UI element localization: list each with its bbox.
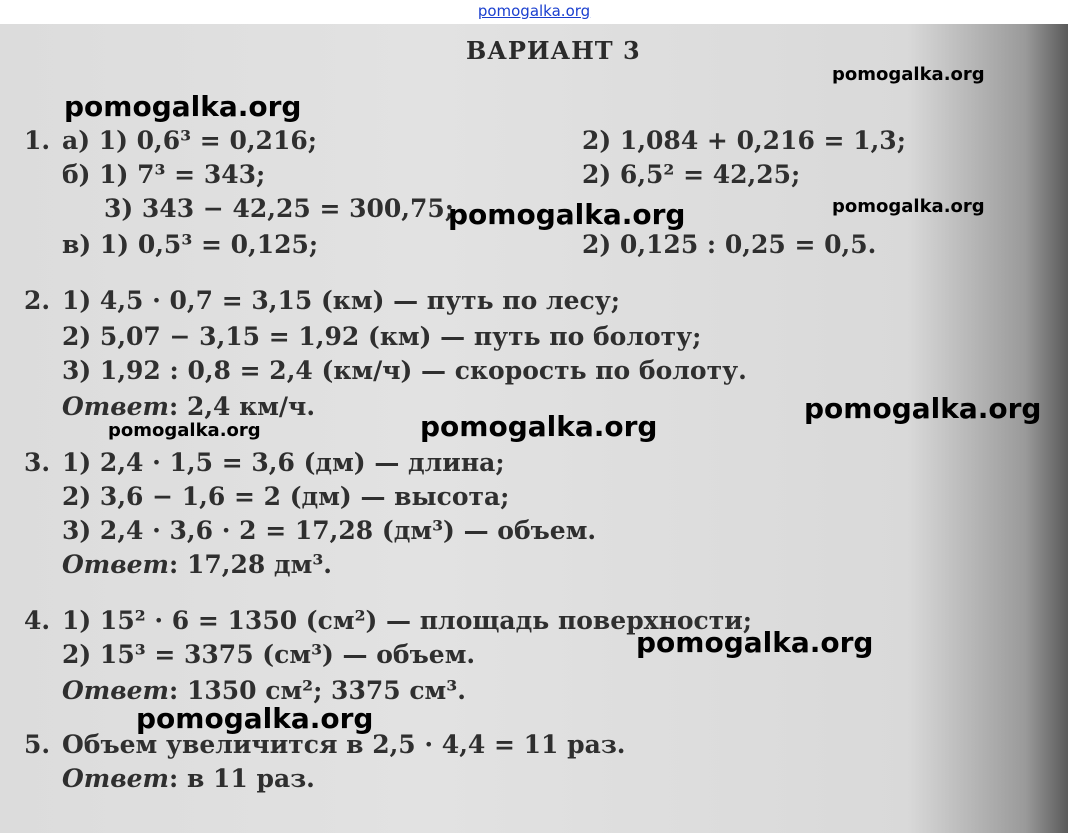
task-2-line-1: 1) 4,5 · 0,7 = 3,15 (км) — путь по лесу; [62, 286, 620, 315]
watermark: pomogalka.org [448, 198, 686, 231]
answer-label: Ответ [62, 764, 170, 793]
task-1-a-line-1: а) 1) 0,6³ = 0,216; [62, 126, 317, 155]
task-1-a-line-2: 2) 1,084 + 0,216 = 1,3; [582, 126, 906, 155]
top-site-link[interactable]: pomogalka.org [477, 2, 591, 20]
watermark: pomogalka.org [804, 392, 1042, 425]
page-title: ВАРИАНТ 3 [466, 36, 641, 65]
answer-label: Ответ [62, 392, 170, 421]
answer-value: : 1350 см²; 3375 см³. [169, 676, 466, 705]
task-1-b-line-1: б) 1) 7³ = 343; [62, 160, 266, 189]
task-2-answer [62, 392, 315, 421]
watermark: pomogalka.org [136, 702, 374, 735]
watermark: pomogalka.org [64, 90, 302, 123]
answer-label: Ответ [62, 676, 170, 705]
task-2-number: 2. [24, 286, 51, 315]
watermark: pomogalka.org [832, 64, 985, 85]
task-1-b-line-2: 2) 6,5² = 42,25; [582, 160, 801, 189]
top-strip [0, 0, 1068, 24]
task-5-line-1: Объем увеличится в 2,5 · 4,4 = 11 раз. [62, 730, 626, 759]
task-4-answer [62, 676, 466, 705]
answer-label: Ответ [62, 550, 170, 579]
task-3-number: 3. [24, 448, 51, 477]
task-5-number: 5. [24, 730, 51, 759]
task-2-line-3: 3) 1,92 : 0,8 = 2,4 (км/ч) — скорость по болоту. [62, 356, 747, 385]
task-3-line-2: 2) 3,6 − 1,6 = 2 (дм) — высота; [62, 482, 510, 511]
watermark: pomogalka.org [108, 420, 261, 441]
task-3-line-3: 3) 2,4 · 3,6 · 2 = 17,28 (дм³) — объем. [62, 516, 597, 545]
task-4-number: 4. [24, 606, 51, 635]
task-4-line-1: 1) 15² · 6 = 1350 (см²) — площадь поверхности; [62, 606, 753, 635]
task-1-c-line-2: 2) 0,125 : 0,25 = 0,5. [582, 230, 877, 259]
task-5-answer [62, 764, 315, 793]
answer-value: : 17,28 дм³. [169, 550, 332, 579]
task-4-line-2: 2) 15³ = 3375 (см³) — объем. [62, 640, 476, 669]
task-1-number: 1. [24, 126, 51, 155]
answer-value: : в 11 раз. [169, 764, 315, 793]
task-3-answer [62, 550, 332, 579]
watermark: pomogalka.org [832, 196, 985, 217]
watermark: pomogalka.org [420, 410, 658, 443]
answer-value: : 2,4 км/ч. [169, 392, 316, 421]
task-1-b-line-3: 3) 343 − 42,25 = 300,75; [104, 194, 455, 223]
task-1-c-line-1: в) 1) 0,5³ = 0,125; [62, 230, 319, 259]
watermark: pomogalka.org [636, 626, 874, 659]
task-3-line-1: 1) 2,4 · 1,5 = 3,6 (дм) — длина; [62, 448, 505, 477]
task-2-line-2: 2) 5,07 − 3,15 = 1,92 (км) — путь по болоту; [62, 322, 702, 351]
